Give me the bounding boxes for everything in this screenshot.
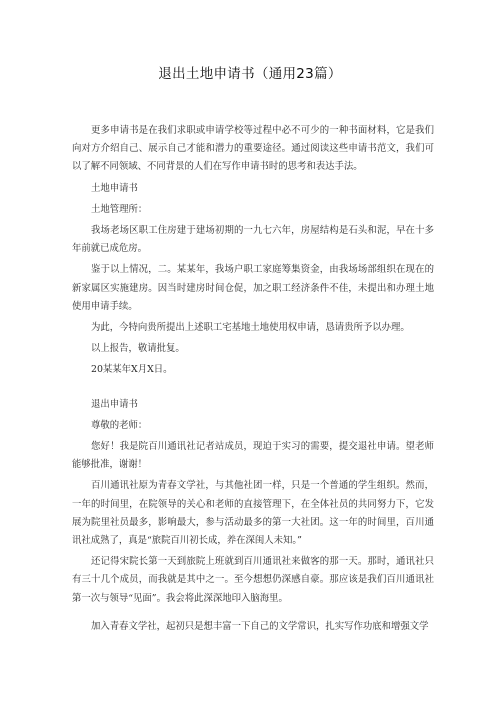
section1-paragraph-3: 为此，今特向贵所提出上述职工宅基地土地使用权申请，恳请贵所予以办理。 (91, 322, 410, 334)
section2-salutation: 尊敬的老师： (91, 419, 148, 431)
section1-paragraph-4: 以上报告，敬请批复。 (91, 343, 185, 355)
section1-paragraph-2: 鉴于以上情况，二。某某年，我场户职工家庭筹集资金，由我场场部组织在现在的新家属区实施建房。因当时建房时间仓促，加之职工经济条件不佳，未提出和办理土地使用申请手续。 (72, 264, 434, 312)
section2-heading: 退出申请书 (91, 398, 138, 410)
section2-paragraph-4: 加入青春文学社，起初只是想丰富一下自己的文学常识，扎实写作功底和增强文学 (91, 620, 429, 632)
document-title: 退出土地申请书（通用23篇） (158, 66, 342, 82)
section2-paragraph-3: 还记得宋院长第一天到旅院上班就到百川通讯社来做客的那一天。那时，通讯社只有三十几个成员，而我就是其中之一。至今想想仍深感自豪。那应该是我们百川通讯社第一次与领导“见面”。我会将此深深地印入脑海里。 (72, 556, 434, 604)
section1-paragraph-1: 我场老场区职工住房建于建场初期的一九七六年，房屋结构是石头和泥，早在十多年前就已成危房。 (72, 225, 434, 255)
section1-salutation: 土地管理所： (91, 203, 148, 215)
intro-paragraph: 更多申请书是在我们求职或申请学校等过程中必不可少的一种书面材料，它是我们向对方介绍自己、展示自己才能和潜力的重要途径。通过阅读这些申请书范文，我们可以了解不同领域、不同背景的人们在写作申请书时的思考和表达手法。 (72, 125, 434, 173)
document-body (72, 122, 434, 636)
section1-date: 20某某年X月X日。 (91, 364, 173, 376)
section2-paragraph-1: 您好！我是院百川通讯社记者站成员，现迫于实习的需要，提交退社申请。望老师能够批准，谢谢！ (72, 441, 434, 471)
section1-heading: 土地申请书 (91, 182, 138, 194)
section-spacer (72, 380, 434, 396)
paragraph-spacer (72, 608, 434, 618)
section2-paragraph-2: 百川通讯社原为青春文学社，与其他社团一样，只是一个普通的学生组织。然而，一年的时间里，在院领导的关心和老师的直接管理下，在全体社员的共同努力下，它发展为院里社员最多，影响最大，参与活动最多的第一大社团。这一年的时间里，百川通讯社成熟了，真是“旅院百川初长成，养在深闺人未知。” (72, 480, 434, 547)
